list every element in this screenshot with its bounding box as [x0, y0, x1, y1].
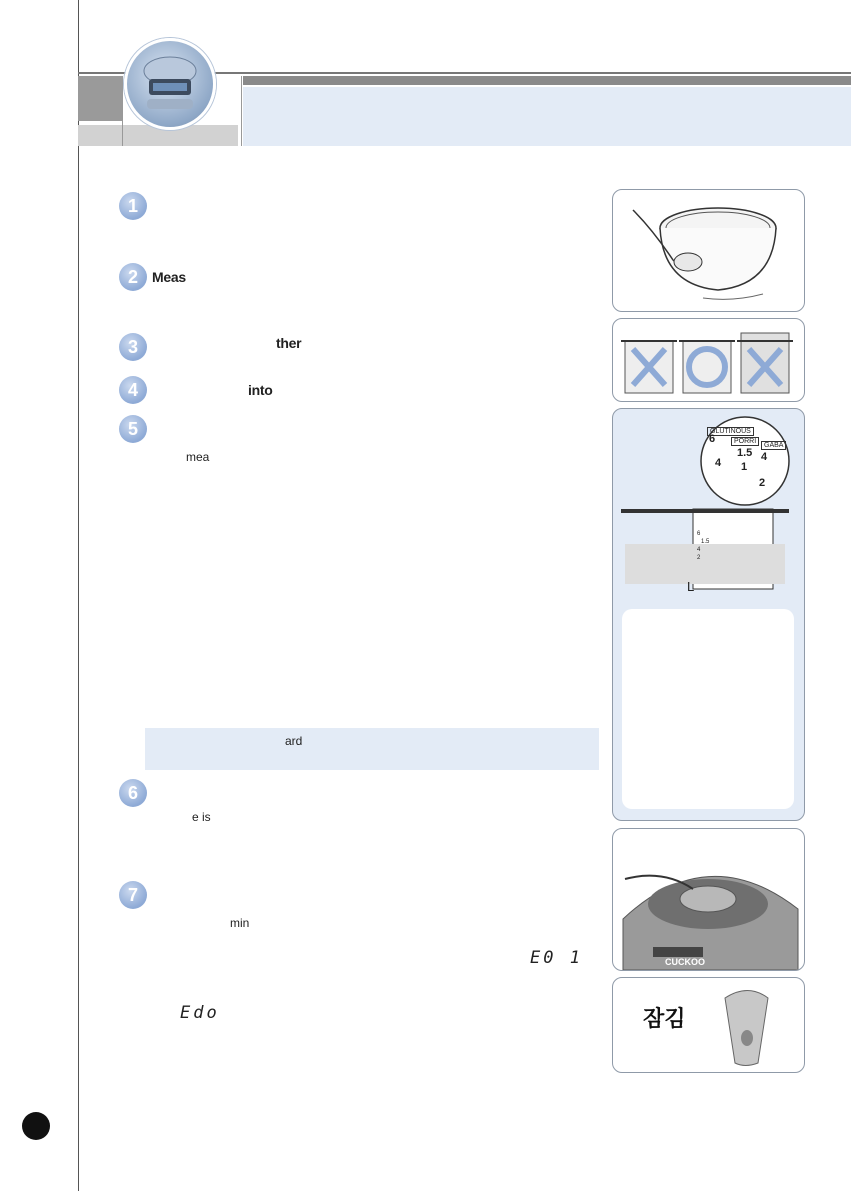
- step-4-text: into: [248, 382, 273, 398]
- rice-level-compare-icon: [613, 319, 804, 401]
- error-code-edo: Edo: [180, 1003, 220, 1023]
- pot-mark-6: 6: [697, 531, 701, 537]
- scale-2: 2: [759, 477, 766, 489]
- scale-4-left: 4: [715, 457, 722, 469]
- step-1-badge: 1: [119, 192, 147, 220]
- illustration-rice-level: [612, 318, 805, 402]
- scale-label-gaba: GABA: [761, 441, 786, 450]
- scale-1: 1: [741, 461, 748, 473]
- scale-label-porri: PORRI: [731, 437, 759, 446]
- illustration-wipe-pot: [612, 189, 805, 312]
- hand-wiping-pot-icon: [613, 190, 804, 311]
- step-5-subtext: mea: [186, 450, 210, 464]
- cooker-thumbnail-photo: [124, 38, 216, 130]
- step-6-subtext: e is: [192, 810, 211, 824]
- illustration-lock-display: [612, 977, 805, 1073]
- pot-mark-1-5: 1.5: [701, 539, 710, 545]
- section-marker-square: [78, 76, 122, 121]
- water-note-box: [622, 609, 794, 809]
- illustration-close-lid: [612, 828, 805, 971]
- bracket-label: L: [687, 579, 695, 594]
- note-text: ard: [285, 734, 303, 748]
- header-title-band: [243, 87, 851, 146]
- scale-4-right: 4: [761, 451, 768, 463]
- step-5-badge: 5: [119, 415, 147, 443]
- step-3-badge: 3: [119, 333, 147, 361]
- step-7-subtext: min: [230, 916, 250, 930]
- cooker-thumbnail-icon: [127, 41, 213, 127]
- page-number-dot: [22, 1112, 50, 1140]
- step-7-badge: 7: [119, 881, 147, 909]
- brand-logo: CUCKOO: [665, 957, 705, 967]
- header-gray-bar: [243, 76, 851, 85]
- page-margin-line: [78, 0, 79, 1191]
- lock-display-text: 잠김: [643, 1006, 686, 1031]
- step-2-badge: 2: [119, 263, 147, 291]
- step-6-badge: 6: [119, 779, 147, 807]
- pot-mark-2: 2: [697, 555, 701, 561]
- note-box: [145, 728, 599, 770]
- cooker-lid-icon: [613, 829, 804, 970]
- scale-1-5: 1.5: [737, 447, 753, 459]
- scale-6: 6: [709, 433, 716, 445]
- step-2-text: Meas: [152, 269, 186, 285]
- lock-knob-icon: [613, 978, 804, 1072]
- error-code-e01: E0 1: [530, 948, 583, 968]
- step-4-badge: 4: [119, 376, 147, 404]
- scale-label-glutinous: GLUTINOUS: [707, 427, 754, 436]
- pot-mark-4: 4: [697, 547, 701, 553]
- step-3-text: ther: [276, 335, 302, 351]
